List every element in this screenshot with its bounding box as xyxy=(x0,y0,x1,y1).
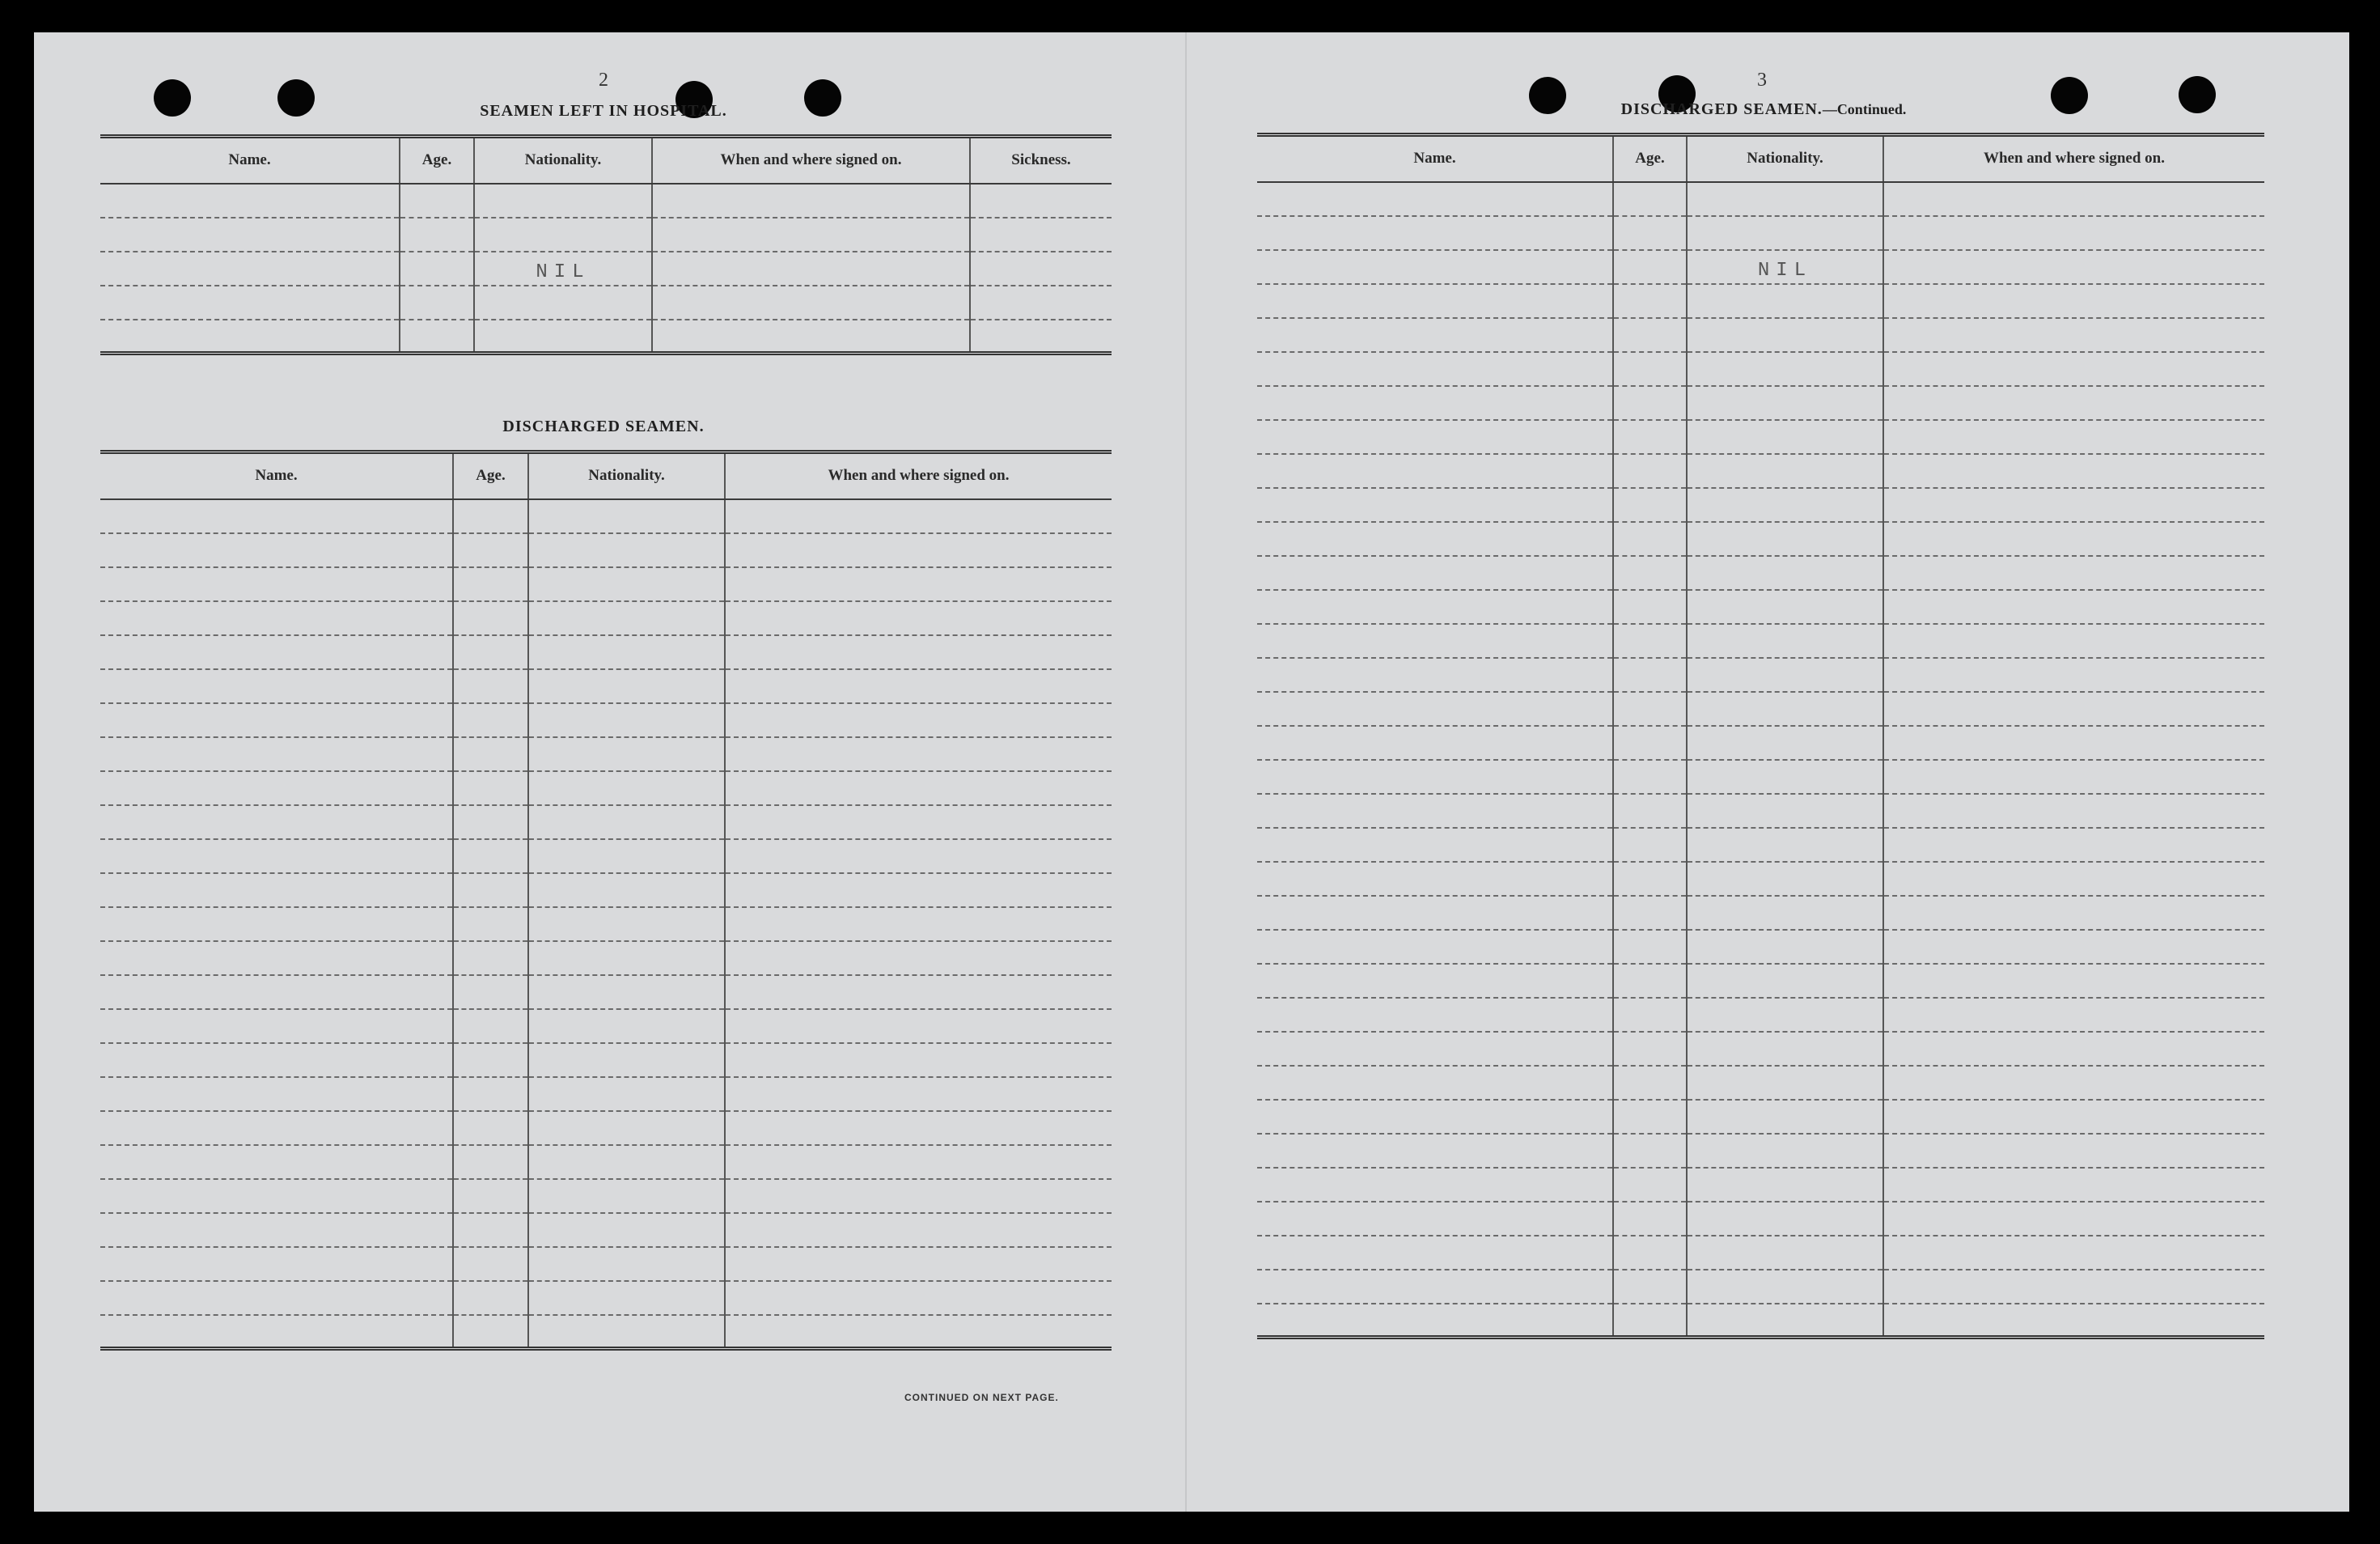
table-row xyxy=(100,252,1112,286)
table-row xyxy=(1257,964,2264,998)
table-row xyxy=(100,567,1112,601)
table-row xyxy=(1257,454,2264,488)
column-header-age: Age. xyxy=(1613,135,1687,182)
table-row xyxy=(1257,556,2264,590)
column-header-nationality: Nationality. xyxy=(1687,135,1883,182)
column-header-signed-on: When and where signed on. xyxy=(652,137,970,184)
table-row xyxy=(1257,522,2264,556)
table-row xyxy=(100,805,1112,839)
table-row xyxy=(1257,420,2264,454)
table-row xyxy=(1257,828,2264,862)
table-row xyxy=(1257,1304,2264,1338)
table-row xyxy=(1257,760,2264,794)
table-row xyxy=(1257,1168,2264,1202)
table-row xyxy=(100,669,1112,703)
table-row xyxy=(100,737,1112,771)
column-header-signed-on: When and where signed on. xyxy=(725,452,1112,499)
table-row xyxy=(100,1247,1112,1281)
table-row xyxy=(1257,182,2264,216)
table-row xyxy=(1257,1032,2264,1066)
nil-entry: NIL xyxy=(1687,250,1883,284)
column-header-nationality: Nationality. xyxy=(528,452,725,499)
table-row xyxy=(100,839,1112,873)
table-row xyxy=(1257,692,2264,726)
discharged-table-right xyxy=(1257,133,2264,1339)
table-row xyxy=(1257,1100,2264,1134)
discharged-continued-title xyxy=(1587,100,1940,119)
hospital-table xyxy=(100,134,1112,355)
table-row xyxy=(100,635,1112,669)
column-header-sickness: Sickness. xyxy=(970,137,1112,184)
column-header-nationality: Nationality. xyxy=(474,137,652,184)
table-row xyxy=(100,1179,1112,1213)
table-row xyxy=(1257,352,2264,386)
table-row xyxy=(1257,896,2264,930)
discharged-section-title: DISCHARGED SEAMEN. xyxy=(502,418,705,435)
column-header-name: Name. xyxy=(100,452,453,499)
table-row xyxy=(1257,998,2264,1032)
page-fold xyxy=(1185,32,1187,1512)
punch-hole xyxy=(277,79,315,117)
table-row xyxy=(100,286,1112,320)
table-row xyxy=(1257,590,2264,624)
nil-entry: NIL xyxy=(474,252,652,286)
column-header-signed-on: When and where signed on. xyxy=(1883,135,2264,182)
table-row xyxy=(100,1077,1112,1111)
table-row xyxy=(1257,1066,2264,1100)
table-row xyxy=(1257,862,2264,896)
table-row xyxy=(100,320,1112,354)
punch-hole xyxy=(1529,77,1566,114)
continued-note: CONTINUED ON NEXT PAGE. xyxy=(904,1392,1059,1403)
table-row xyxy=(100,499,1112,533)
punch-hole xyxy=(2179,76,2216,113)
table-row xyxy=(1257,794,2264,828)
table-row xyxy=(100,873,1112,907)
column-header-age: Age. xyxy=(400,137,474,184)
table-row xyxy=(100,1213,1112,1247)
table-row xyxy=(100,1281,1112,1315)
table-row xyxy=(100,771,1112,805)
page-number-right: 3 xyxy=(1757,70,1767,91)
table-row xyxy=(1257,1236,2264,1270)
table-row xyxy=(100,907,1112,941)
table-row xyxy=(1257,930,2264,964)
page-number-left: 2 xyxy=(599,70,608,91)
discharged-table-left xyxy=(100,450,1112,1351)
punch-hole xyxy=(154,79,191,117)
table-row xyxy=(1257,386,2264,420)
table-row xyxy=(1257,726,2264,760)
table-row xyxy=(1257,250,2264,284)
punch-hole xyxy=(804,79,841,117)
table-row xyxy=(1257,284,2264,318)
table-row xyxy=(1257,624,2264,658)
table-row xyxy=(100,1009,1112,1043)
table-row xyxy=(100,1145,1112,1179)
table-row xyxy=(1257,658,2264,692)
column-header-age: Age. xyxy=(453,452,528,499)
table-row xyxy=(100,1315,1112,1349)
table-row xyxy=(100,703,1112,737)
table-row xyxy=(1257,1270,2264,1304)
table-row xyxy=(1257,216,2264,250)
table-row xyxy=(100,533,1112,567)
column-header-name: Name. xyxy=(1257,135,1613,182)
table-row xyxy=(100,975,1112,1009)
punch-hole xyxy=(2051,77,2088,114)
table-row xyxy=(100,601,1112,635)
table-row xyxy=(100,941,1112,975)
table-row xyxy=(1257,1134,2264,1168)
table-row xyxy=(1257,488,2264,522)
table-row xyxy=(1257,318,2264,352)
hospital-section-title: SEAMEN LEFT IN HOSPITAL. xyxy=(480,102,727,120)
table-row xyxy=(100,218,1112,252)
table-row xyxy=(100,1111,1112,1145)
column-header-name: Name. xyxy=(100,137,400,184)
continued-suffix: —Continued. xyxy=(1822,101,1907,117)
table-row xyxy=(100,1043,1112,1077)
table-row xyxy=(1257,1202,2264,1236)
discharged-title-text: DISCHARGED SEAMEN. xyxy=(1620,100,1823,118)
table-row xyxy=(100,184,1112,218)
